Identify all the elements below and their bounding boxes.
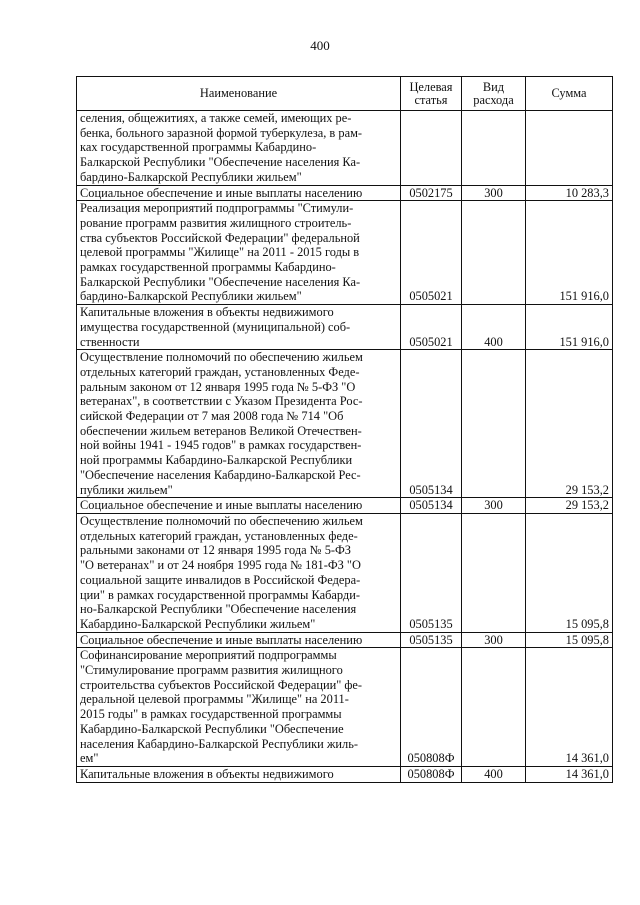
row-name: Реализация мероприятий подпрограммы "Стимули- рование программ развития жилищного строитель- ства субъектов Российской Федерации" федеральной целевой программы "Жилище" на 2011 - 2015 годы в рамках государственной программы Кабардино- Балкарской Республики "Обеспечение населения Ка- бардино-Балкарской Республики жильем": [80, 201, 361, 304]
row-sum: 151 916,0: [526, 305, 613, 350]
table-row: [77, 648, 613, 767]
table-row: [77, 632, 613, 648]
row-name: Осуществление полномочий по обеспечению жильем отдельных категорий граждан, установленных феде- ральными законами от 12 января 1995 года № 5-ФЗ "О ветеранах" и от 24 ноября 1995 года № 181-ФЗ "О социальной защите инвалидов в Российской Федера- ции" в рамках государственной программы Кабарди- но-Балкарской Республики "Обеспечение населения Кабардино-Балкарской Республики жильем": [80, 513, 363, 631]
table-row: [77, 185, 613, 201]
row-name: Капитальные вложения в объекты недвижимого имущества государственной (муниципальной) соб- ственности: [80, 305, 351, 349]
row-name: селения, общежитиях, а также семей, имеющих ре- бенка, больного заразной формой туберкулеза, в рам- ках государственной программы Кабардино- Балкарской Республики "Обеспечение населения Ка- бардино-Балкарской Республики жильем": [80, 111, 363, 184]
row-type: [462, 350, 526, 498]
row-code: 0505134: [401, 498, 462, 514]
row-code: 0502175: [401, 185, 462, 201]
header-sum: Сумма: [526, 77, 613, 111]
row-type: 300: [462, 185, 526, 201]
row-code: 0505135: [401, 632, 462, 648]
row-type: 400: [462, 305, 526, 350]
page-number: 400: [310, 38, 330, 53]
row-type: [462, 111, 526, 186]
row-name: Социальное обеспечение и иные выплаты населению: [80, 632, 363, 647]
row-type: [462, 648, 526, 767]
row-code: [401, 111, 462, 186]
row-sum: 29 153,2: [526, 498, 613, 514]
table-row: [77, 201, 613, 305]
table-row: [77, 111, 613, 186]
row-name: Софинансирование мероприятий подпрограммы "Стимулирование программ развития жилищного строительства субъектов Российской Федерации" фе- деральной целевой программы "Жилище" на 2011- 2015 годы" в рамках государственной программы Кабардино-Балкарской Республики "Обеспечение населения Кабардино-Балкарской Республики жиль- ем": [80, 648, 363, 766]
row-name: Социальное обеспечение и иные выплаты населению: [80, 498, 363, 513]
table-row: [77, 513, 613, 632]
row-code: 050808Ф: [401, 766, 462, 782]
table-row: [77, 350, 613, 498]
row-code: 050808Ф: [401, 648, 462, 767]
row-type: [462, 201, 526, 305]
row-code: 0505134: [401, 350, 462, 498]
budget-table: [76, 76, 613, 783]
row-type: 300: [462, 632, 526, 648]
row-name: Социальное обеспечение и иные выплаты населению: [80, 185, 363, 200]
row-sum: 14 361,0: [526, 766, 613, 782]
row-code: 0505021: [401, 201, 462, 305]
row-code: 0505135: [401, 513, 462, 632]
row-name: Осуществление полномочий по обеспечению жильем отдельных категорий граждан, установленных Феде- ральным законом от 12 января 1995 года № 5-ФЗ "О ветеранах", в соответствии с Указом Президента Рос- сийской Федерации от 7 мая 2008 года № 714 "Об обеспечении жильем ветеранов Великой Отечествен- ной войны 1941 - 1945 годов" в рамках государствен- ной программы Кабардино-Балкарской Республики "Обеспечение населения Кабардино-Балкарской Рес- публики жильем": [80, 350, 363, 497]
row-sum: 14 361,0: [526, 648, 613, 767]
table-row: [77, 305, 613, 350]
row-sum: 10 283,3: [526, 185, 613, 201]
row-type: 400: [462, 766, 526, 782]
row-type: 300: [462, 498, 526, 514]
table-header-row: [77, 77, 613, 111]
header-name: Наименование: [77, 77, 401, 111]
header-expense-type: Вид расхода: [462, 77, 526, 111]
row-sum: 151 916,0: [526, 201, 613, 305]
row-name: Капитальные вложения в объекты недвижимого: [80, 766, 334, 781]
table-row: [77, 766, 613, 782]
row-sum: 15 095,8: [526, 513, 613, 632]
row-sum: 29 153,2: [526, 350, 613, 498]
table-row: [77, 498, 613, 514]
row-sum: [526, 111, 613, 186]
header-target-article: Целевая статья: [401, 77, 462, 111]
row-code: 0505021: [401, 305, 462, 350]
row-type: [462, 513, 526, 632]
row-sum: 15 095,8: [526, 632, 613, 648]
